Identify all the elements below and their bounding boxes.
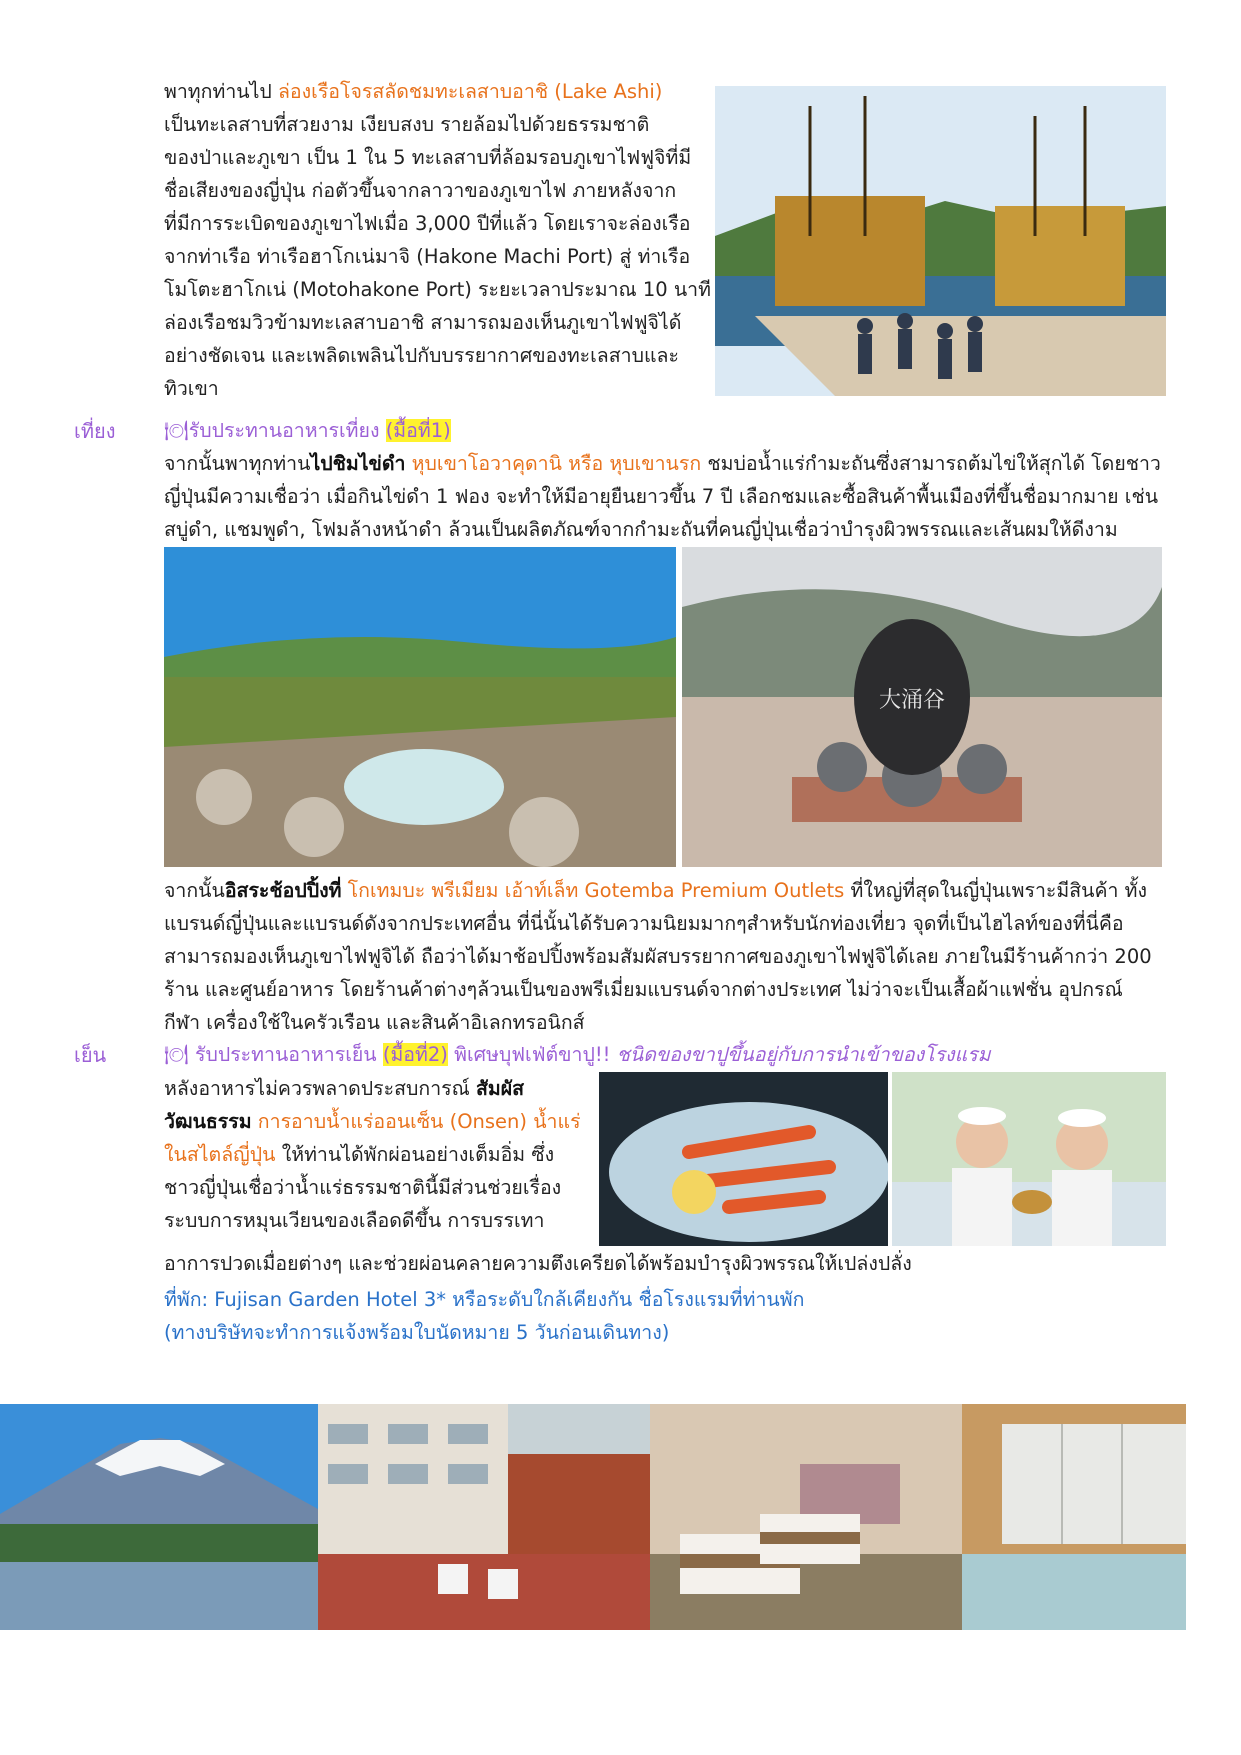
onsen-bold: สัมผัส: [475, 1077, 525, 1100]
owakudani-valley-photo: [164, 547, 676, 867]
shopping-line: กีฬา เครื่องใช้ในครัวเรือน และสินค้าอิเลกทรอนิกส์: [164, 1011, 585, 1034]
lake-ashi-cruise-link-text: ล่องเรือโจรสลัดชมทะเลสาบอาชิ (Lake Ashi): [277, 80, 663, 103]
shopping-text: จากนั้น: [164, 879, 225, 902]
lunch-text: ชมบ่อน้ำแร่กำมะถันซึ่งสามารถต้มไข่ให้สุกได้ โดยชาว: [701, 452, 1161, 475]
shopping-line: แบรนด์ญี่ปุ่นและแบรนด์ดังจากประเทศอื่น ที่นี่นั้นได้รับความนิยมมากๆสำหรับนักท่องเที่ยว จุดที่เป็นไฮไลท์ของที่นี่คือ: [164, 912, 1124, 935]
onsen-paragraph: [164, 1072, 594, 1237]
meal-icon: 🍽: [164, 1043, 189, 1066]
dinner-meal-badge: (มื้อที่2): [382, 1043, 448, 1066]
onsen-orange-text: ในสไตล์ญี่ปุ่น: [164, 1143, 276, 1166]
intro-line: ของป่าและภูเขา เป็น 1 ใน 5 ทะเลสาบที่ล้อมรอบภูเขาไฟฟูจิที่มี: [164, 146, 692, 169]
intro-line: ล่องเรือชมวิวข้ามทะเลสาบอาชิ สามารถมองเห็นภูเขาไฟฟูจิได้: [164, 311, 682, 334]
shopping-paragraph: [164, 874, 1164, 1039]
onsen-text: หลังอาหารไม่ควรพลาดประสบการณ์: [164, 1077, 476, 1100]
lunch-paragraph: [164, 447, 1164, 546]
hotel-exterior-photo: [318, 1404, 650, 1630]
lunch-meal-text: รับประทานอาหารเที่ยง: [188, 419, 386, 442]
black-egg-monument-photo: [682, 547, 1162, 867]
onsen-bold: วัฒนธรรม: [164, 1110, 252, 1133]
shopping-bold: อิสระช้อปปิ้งที่: [224, 879, 342, 902]
hotel-info: [164, 1283, 804, 1349]
onsen-line: ชาวญี่ปุ่นเชื่อว่าน้ำแร่ธรรมชาตินี้มีส่วนช่วยเรื่อง: [164, 1176, 562, 1199]
crab-buffet-text: พิเศษบุฟเฟ่ต์ขาปู!!: [447, 1043, 617, 1066]
intro-line: เป็นทะเลสาบที่สวยงาม เงียบสงบ รายล้อมไปด้วยธรรมชาติ: [164, 113, 650, 136]
intro-line: ชื่อเสียงของญี่ปุ่น ก่อตัวขึ้นจากลาวาของภูเขาไฟ ภายหลังจาก: [164, 179, 677, 202]
intro-line: โมโตะฮาโกเน่ (Motohakone Port) ระยะเวลาประมาณ 10 นาที: [164, 278, 711, 301]
shopping-line: ร้าน และศูนย์อาหาร โดยร้านค้าต่างๆล้วนเป็นของพรีเมี่ยมแบรนด์จากต่างประเทศ ไม่ว่าจะเป็นเสื้อผ้าแฟชั่น อุปกรณ์: [164, 978, 1123, 1001]
lunch-label: เที่ยง: [74, 419, 116, 443]
onsen-orange-text: การอาบน้ำแร่ออนเซ็น (Onsen) น้ำแร่: [251, 1110, 581, 1133]
intro-line: จากท่าเรือ ท่าเรือฮาโกเน่มาจิ (Hakone Machi Port) สู่ ท่าเรือ: [164, 245, 691, 268]
egg-kanji-text: 大涌谷: [878, 688, 946, 713]
mount-fuji-photo: [0, 1404, 318, 1630]
lunch-line: สบู่ดำ, แชมพูดำ, โฟมล้างหน้าดำ ล้วนเป็นผลิตภัณฑ์จากกำมะถันที่คนญี่ปุ่นเชื่อว่าบำรุงผิวพรรณและเส้นผมให้ดีงาม: [164, 518, 1118, 541]
hotel-name-line: ที่พัก: Fujisan Garden Hotel 3* หรือระดับใกล้เคียงกัน ชื่อโรงแรมที่ท่านพัก: [164, 1288, 805, 1311]
pirate-ship-photo: [715, 86, 1166, 396]
shopping-line: สามารถมองเห็นภูเขาไฟฟูจิได้ ถือว่าได้มาช้อปปิ้งพร้อมสัมผัสบรรยากาศของภูเขาไฟฟูจิได้เลย ภายในมีร้านค้ากว่า 200: [164, 945, 1152, 968]
onsen-text: ให้ท่านได้พักผ่อนอย่างเต็มอิ่ม ซึ่ง: [275, 1143, 555, 1166]
onsen-line: ระบบการหมุนเวียนของเลือดดีขึ้น การบรรเทา: [164, 1209, 545, 1232]
crab-legs-photo: [599, 1072, 888, 1246]
crab-note-text: ชนิดของขาปูขึ้นอยู่กับการนำเข้าของโรงแรม: [616, 1043, 991, 1066]
lunch-meal-badge: (มื้อที่1): [385, 419, 451, 442]
lunch-text: จากนั้นพาทุกท่าน: [164, 452, 311, 475]
dinner-meal-text: รับประทานอาหารเย็น: [188, 1043, 383, 1066]
dinner-label: เย็น: [74, 1043, 107, 1067]
owakudani-text: หุบเขาโอวาคุดานิ หรือ หุบเขานรก: [405, 452, 702, 475]
black-egg-bold: ไปชิมไข่ดำ: [310, 452, 406, 475]
onsen-line-full: อาการปวดเมื่อยต่างๆ และช่วยผ่อนคลายความตึงเครียดได้พร้อมบำรุงผิวพรรณให้เปล่งปลั่ง: [164, 1252, 912, 1275]
intro-line: ที่มีการระเบิดของภูเขาไฟเมื่อ 3,000 ปีที่แล้ว โดยเราจะล่องเรือ: [164, 212, 691, 235]
dinner-meal-line: [164, 1038, 990, 1071]
intro-line: อย่างชัดเจน และเพลิดเพลินไปกับบรรยากาศของทะเลสาบและ: [164, 344, 679, 367]
intro-line: ทิวเขา: [164, 377, 219, 400]
meal-icon: 🍽: [164, 419, 189, 442]
onsen-women-photo: [892, 1072, 1166, 1246]
gotemba-outlets-text: โกเทมบะ พรีเมียม เอ้าท์เล็ท Gotemba Premium Outlets: [341, 879, 845, 902]
lunch-meal-line: [164, 414, 451, 447]
hotel-room-photo: [650, 1404, 962, 1630]
intro-text: พาทุกท่านไป: [164, 80, 278, 103]
shopping-text: ที่ใหญ่ที่สุดในญี่ปุ่นเพราะมีสินค้า ทั้ง: [844, 879, 1148, 902]
intro-paragraph: [164, 75, 711, 405]
hotel-note-line: (ทางบริษัทจะทำการแจ้งพร้อมใบนัดหมาย 5 วันก่อนเดินทาง): [164, 1321, 670, 1344]
lunch-line: ญี่ปุ่นมีความเชื่อว่า เมื่อกินไข่ดำ 1 ฟอง จะทำให้มีอายุยืนยาวขึ้น 7 ปี เลือกชมและซื้อสินค้าพื้นเมืองที่ขึ้นชื่อมากมาย เช่น: [164, 485, 1159, 508]
onsen-bath-photo: [962, 1404, 1186, 1630]
